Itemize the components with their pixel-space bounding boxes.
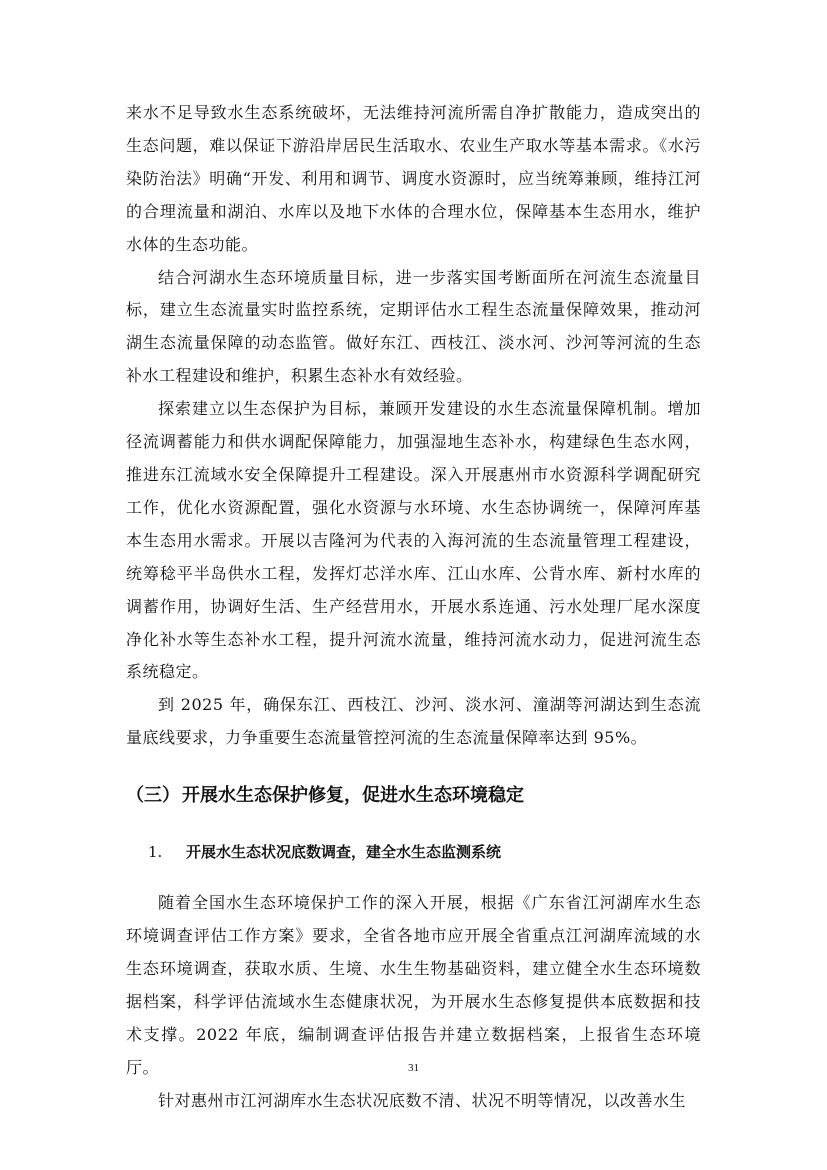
section-heading <box>126 781 701 811</box>
paragraph-truncated: 针对惠州市江河湖库水生态状况底数不清、状况不明等情况，以改善水生 <box>158 1090 687 1110</box>
section-heading-number: （三） <box>126 785 180 807</box>
page-body <box>126 97 701 1117</box>
section-heading-text: 开展水生态保护修复，促进水生态环境稳定 <box>182 785 524 807</box>
sub-heading-number: 1. <box>148 843 163 862</box>
sub-heading <box>126 837 701 867</box>
paragraph: 到 2025 年，确保东江、西枝江、沙河、淡水河、潼湖等河湖达到生态流量底线要求，力争重要生态流量管控河流的生态流量保障率达到 95%。 <box>126 695 701 748</box>
page-number: 31 <box>408 1062 419 1074</box>
paragraph: 结合河湖水生态环境质量目标，进一步落实国考断面所在河流生态流量目标，建立生态流量实时监控系统，定期评估水工程生态流量保障效果，推动河湖生态流量保障的动态监管。做好东江、西枝江、淡水河、沙河等河流的生态补水工程建设和维护，积累生态补水有效经验。 <box>126 267 701 386</box>
paragraph: 探索建立以生态保护为目标，兼顾开发建设的水生态流量保障机制。增加径流调蓄能力和供水调配保障能力，加强湿地生态补水，构建绿色生态水网，推进东江流域水安全保障提升工程建设。深入开展惠州市水资源科学调配研究工作，优化水资源配置，强化水资源与水环境、水生态协调统一，保障河库基本生态用水需求。开展以吉隆河为代表的入海河流的生态流量管理工程建设，统筹稔平半岛供水工程，发挥灯芯洋水库、江山水库、公背水库、新村水库的调蓄作用，协调好生活、生产经营用水，开展水系连通、污水处理厂尾水深度净化补水等生态补水工程，提升河流水流量，维持河流水动力，促进河流生态系统稳定。 <box>126 399 701 682</box>
paragraph-continued: 来水不足导致水生态系统破坏，无法维持河流所需自净扩散能力，造成突出的生态问题，难以保证下游沿岸居民生活取水、农业生产取水等基本需求。《水污染防治法》明确“开发、利用和调节、调度水资源时，应当统筹兼顾，维持江河的合理流量和湖泊、水库以及地下水体的合理水位，保障基本生态用水，维护水体的生态功能。 <box>126 103 701 254</box>
paragraph: 随着全国水生态环境保护工作的深入开展，根据《广东省江河湖库水生态环境调查评估工作方案》要求，全省各地市应开展全省重点江河湖库流域的水生态环境调查，获取水质、生境、水生生物基础资料，建立健全水生态环境数据档案，科学评估流域水生态健康状况，为开展水生态修复提供本底数据和技术支撑。2022 年底，编制调查评估报告并建立数据档案，上报省生态环境厅。 <box>126 893 701 1077</box>
sub-heading-text: 开展水生态状况底数调查，建全水生态监测系统 <box>186 843 502 862</box>
